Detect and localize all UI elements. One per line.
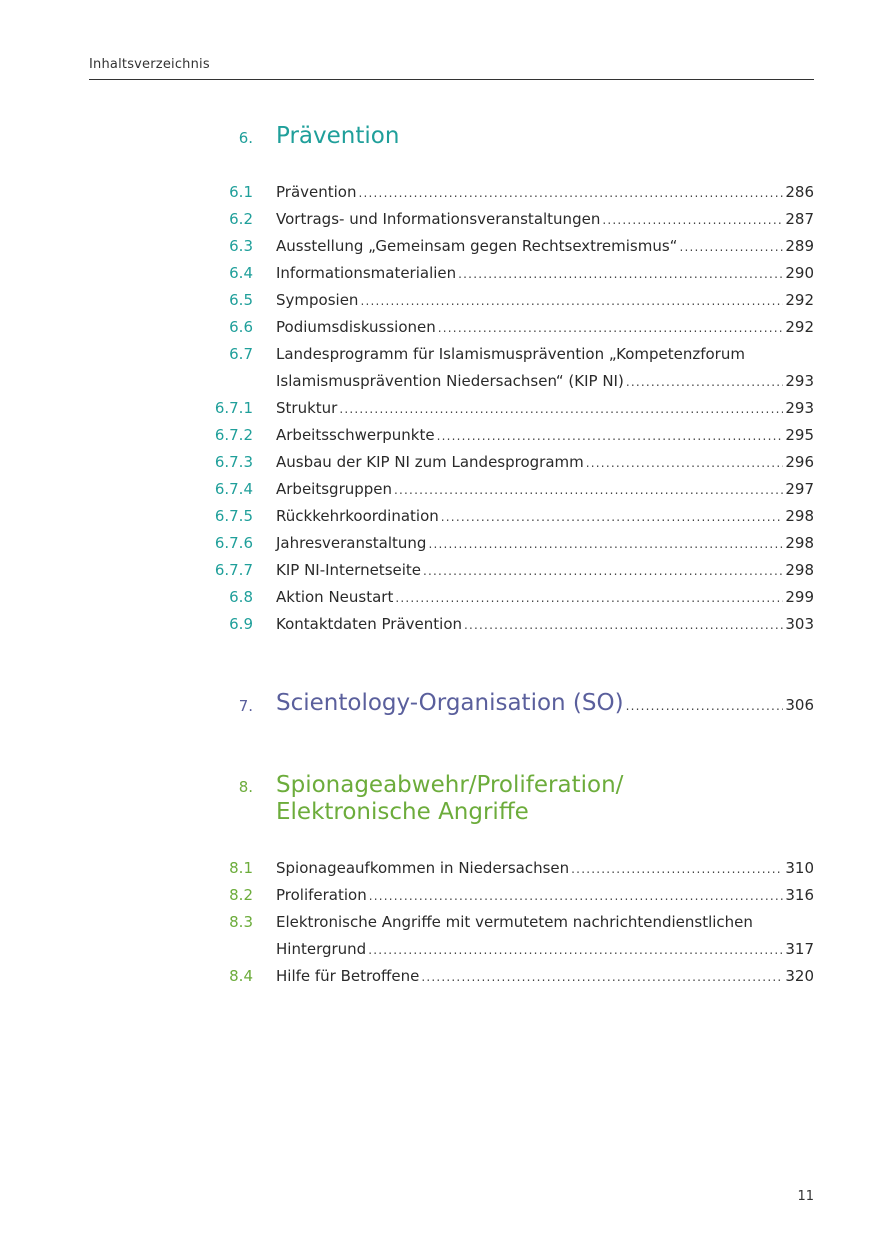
page-ref: 289 [785, 237, 814, 255]
toc-entry[interactable] [0, 206, 875, 233]
section-number: 6.7.5 [214, 507, 253, 525]
section-number: 6.9 [229, 615, 253, 633]
toc-entry-chapter-7[interactable] [276, 690, 814, 716]
toc-entry[interactable] [0, 395, 875, 422]
page-ref: 287 [785, 210, 814, 228]
chapter-title: Scientology-Organisation (SO) [276, 690, 624, 716]
page-ref: 293 [785, 372, 814, 390]
entry-label: Hilfe für Betroffene [276, 967, 420, 985]
leader-dots [571, 856, 783, 883]
leader-dots [394, 477, 783, 504]
leader-dots [369, 883, 784, 910]
page-ref: 320 [785, 967, 814, 985]
page-ref: 290 [785, 264, 814, 282]
leader-dots [359, 180, 784, 207]
entry-label: Prävention [276, 183, 357, 201]
entry-label: Informationsmaterialien [276, 264, 457, 282]
toc-entry[interactable] [0, 287, 875, 314]
toc-entry[interactable] [0, 963, 875, 990]
page-ref: 297 [785, 480, 814, 498]
toc-entry[interactable] [0, 611, 875, 638]
chapter-6-entries [0, 179, 875, 638]
toc-entry[interactable] [0, 855, 875, 882]
section-number: 6.8 [229, 588, 253, 606]
entry-label: Vortrags- und Informationsveranstaltungen [276, 210, 601, 228]
toc-entry[interactable] [0, 341, 875, 368]
toc-entry[interactable] [0, 449, 875, 476]
toc-entry[interactable] [0, 909, 875, 936]
toc-entry[interactable] [0, 476, 875, 503]
chapter-title [276, 772, 623, 826]
leader-dots [428, 531, 783, 558]
section-number: 6.3 [229, 237, 253, 255]
page-ref: 296 [785, 453, 814, 471]
running-head: Inhaltsverzeichnis [89, 57, 210, 72]
chapter-number: 8. [238, 778, 253, 796]
entry-label: Arbeitsgruppen [276, 480, 393, 498]
page-ref: 295 [785, 426, 814, 444]
section-number: 8.4 [229, 967, 253, 985]
entry-label: Proliferation [276, 886, 367, 904]
chapter-title: Prävention [276, 123, 400, 149]
page-ref: 306 [785, 696, 814, 714]
entry-label: Aktion Neustart [276, 588, 394, 606]
toc-entry[interactable] [0, 584, 875, 611]
section-number: 6.7.3 [214, 453, 253, 471]
entry-label: Kontaktdaten Prävention [276, 615, 462, 633]
entry-label: Landesprogramm für Islamismusprävention „Kompetenzforum [276, 345, 745, 363]
section-number: 6.1 [229, 183, 253, 201]
entry-label: KIP NI-Internetseite [276, 561, 422, 579]
entry-label-continued: Islamismusprävention Niedersachsen“ (KIP NI) [276, 372, 624, 390]
section-number: 8.3 [229, 913, 253, 931]
leader-dots [626, 699, 784, 713]
toc-entry-continuation[interactable] [0, 368, 875, 395]
leader-dots [360, 288, 783, 315]
chapter-number: 7. [238, 697, 253, 715]
section-number: 6.4 [229, 264, 253, 282]
header-rule [89, 79, 814, 80]
entry-label: Ausstellung „Gemeinsam gegen Rechtsextremismus“ [276, 237, 678, 255]
page-ref: 293 [785, 399, 814, 417]
page-number: 11 [797, 1189, 814, 1204]
page-ref: 298 [785, 561, 814, 579]
chapter-8-entries [0, 855, 875, 990]
entry-label: Rückkehrkoordination [276, 507, 439, 525]
section-number: 8.2 [229, 886, 253, 904]
entry-label: Spionageaufkommen in Niedersachsen [276, 859, 570, 877]
entry-label: Symposien [276, 291, 359, 309]
leader-dots [421, 964, 783, 991]
toc-entry[interactable] [0, 233, 875, 260]
section-number: 6.7.2 [214, 426, 253, 444]
leader-dots [395, 585, 783, 612]
section-number: 6.7.7 [214, 561, 253, 579]
leader-dots [679, 234, 783, 261]
section-number: 6.7 [229, 345, 253, 363]
leader-dots [441, 504, 784, 531]
page-ref: 310 [785, 859, 814, 877]
entry-label: Podiumsdiskussionen [276, 318, 436, 336]
entry-label: Struktur [276, 399, 338, 417]
leader-dots [626, 369, 784, 396]
toc-entry[interactable] [0, 179, 875, 206]
page-ref: 292 [785, 291, 814, 309]
leader-dots [458, 261, 783, 288]
entry-label: Ausbau der KIP NI zum Landesprogramm [276, 453, 584, 471]
toc-entry-continuation[interactable] [0, 936, 875, 963]
page-ref: 292 [785, 318, 814, 336]
page-ref: 286 [785, 183, 814, 201]
chapter-number: 6. [238, 129, 253, 147]
page-ref: 316 [785, 886, 814, 904]
toc-entry[interactable] [0, 260, 875, 287]
toc-entry[interactable] [0, 422, 875, 449]
section-number: 6.6 [229, 318, 253, 336]
section-number: 6.2 [229, 210, 253, 228]
toc-entry[interactable] [0, 557, 875, 584]
section-number: 8.1 [229, 859, 253, 877]
entry-label: Elektronische Angriffe mit vermutetem nachrichtendienstlichen [276, 913, 753, 931]
section-number: 6.7.4 [214, 480, 253, 498]
toc-entry[interactable] [0, 530, 875, 557]
leader-dots [464, 612, 783, 639]
leader-dots [602, 207, 783, 234]
leader-dots [339, 396, 783, 423]
leader-dots [368, 937, 783, 964]
entry-label: Arbeitsschwerpunkte [276, 426, 435, 444]
leader-dots [586, 450, 784, 477]
page-ref: 298 [785, 507, 814, 525]
leader-dots [423, 558, 783, 585]
leader-dots [438, 315, 784, 342]
toc-entry[interactable] [0, 314, 875, 341]
chapter-title-line-2: Elektronische Angriffe [276, 799, 529, 825]
leader-dots [437, 423, 784, 450]
chapter-title-line-1: Spionageabwehr/Proliferation/ [276, 772, 624, 798]
page-ref: 299 [785, 588, 814, 606]
section-number: 6.7.6 [214, 534, 253, 552]
entry-label-continued: Hintergrund [276, 940, 367, 958]
section-number: 6.7.1 [214, 399, 253, 417]
entry-label: Jahresveranstaltung [276, 534, 427, 552]
page-ref: 298 [785, 534, 814, 552]
toc-entry[interactable] [0, 882, 875, 909]
page-ref: 317 [785, 940, 814, 958]
toc-entry[interactable] [0, 503, 875, 530]
page-ref: 303 [785, 615, 814, 633]
section-number: 6.5 [229, 291, 253, 309]
